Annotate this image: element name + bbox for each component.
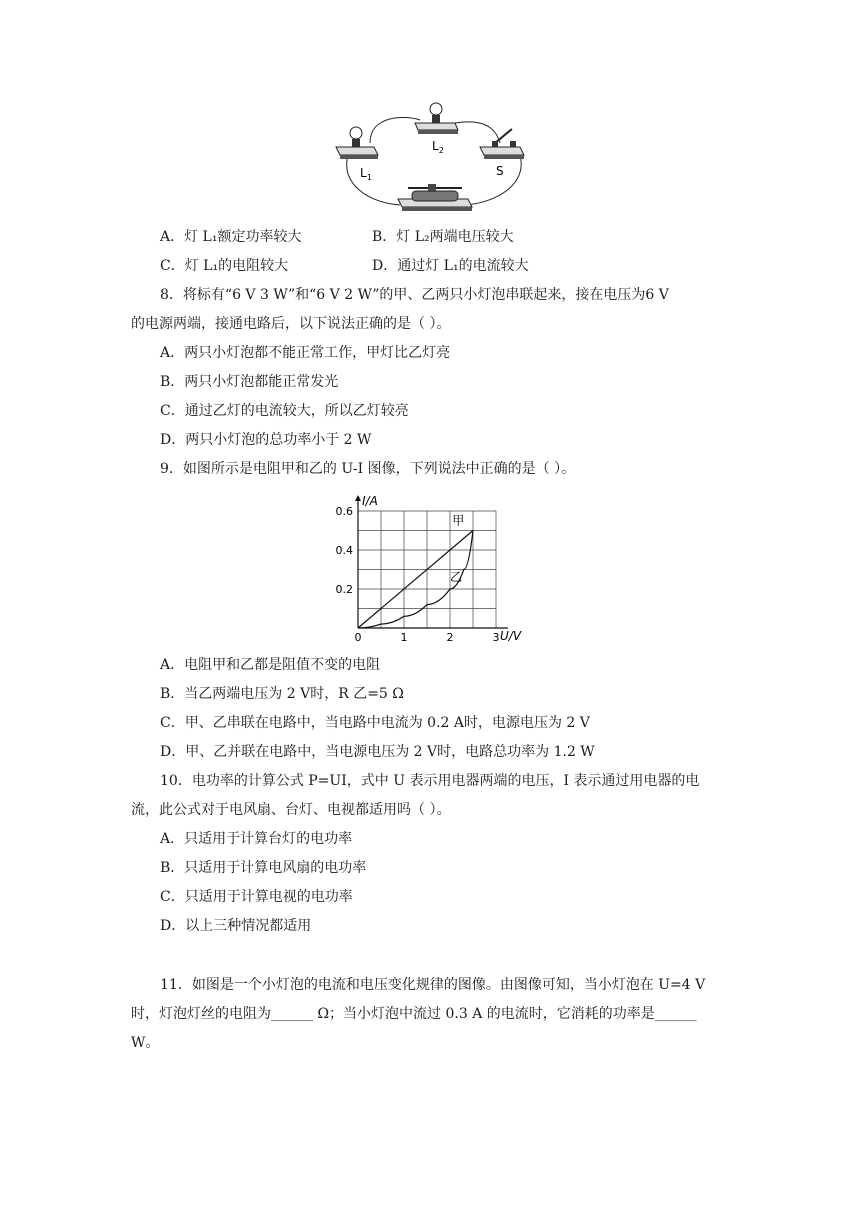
q8-stem-line2: 的电源两端，接通电路后，以下说法正确的是（ ）。 [131,316,451,332]
label-l1: $L_1$ [360,166,372,182]
y-tick-label: 0.6 [335,505,353,518]
q8-stem-line1: 8．将标有“6 V 3 W”和“6 V 2 W”的甲、乙两只小灯泡串联起来，接在电压为6 V [160,287,669,303]
q7-option-c: C．灯 L₁的电阻较大 [160,258,289,274]
wire-top-right [455,122,500,143]
q8-option-c: C．通过乙灯的电流较大，所以乙灯较亮 [160,403,409,419]
label-s: S [496,164,504,178]
q7-option-d: D．通过灯 L₁的电流较大 [372,258,529,274]
q9-option-d: D．甲、乙并联在电路中，当电源电压为 2 V时，电路总功率为 1.2 W [160,744,595,760]
chart-ticks [336,505,500,644]
y-tick-label: 0.2 [335,583,353,596]
x-tick-label: 0 [354,631,362,644]
wire-bottom-right [465,155,521,205]
q10-stem-line2: 流，此公式对于电风扇、台灯、电视都适用吗（ ）。 [131,802,451,818]
x-tick-label: 3 [492,631,500,644]
y-axis-label: I/A [362,494,378,508]
series-label-jia: 甲 [452,513,465,528]
label-l2: $L_2$ [432,139,444,155]
q10-option-d: D．以上三种情况都适用 [160,918,312,934]
ui-graph [318,488,522,644]
y-tick-label: 0.4 [335,544,353,557]
q8-option-d: D．两只小灯泡的总功率小于 2 W [160,432,372,448]
q11-line1: 11．如图是一个小灯泡的电流和电压变化规律的图像。由图像可知，当小灯泡在 U=4 V [160,977,706,993]
q9-option-a: A．电阻甲和乙都是阻值不变的电阻 [160,657,381,673]
chart-axes [355,495,508,628]
q10-stem-line1: 10．电功率的计算公式 P=UI，式中 U 表示用电器两端的电压，I 表示通过用电器的电 [160,773,700,789]
y-axis-arrow [355,495,361,501]
q9-option-b: B．当乙两端电压为 2 V时，R 乙=5 Ω [160,686,404,702]
lamp-l2 [415,103,458,134]
q11-line3: W。 [131,1035,160,1051]
wire-top-left [370,117,420,143]
q11-line2: 时，灯泡灯丝的电阻为______ Ω；当小灯泡中流过 0.3 A 的电流时，它消耗的功率是______ [131,1006,697,1022]
lamp-l1 [336,127,378,159]
q9-option-c: C．甲、乙串联在电路中，当电路中电流为 0.2 A时，电源电压为 2 V [160,715,590,731]
q9-stem: 9．如图所示是电阻甲和乙的 U-I 图像，下列说法中正确的是（ ）。 [160,461,576,477]
switch-s [480,129,524,159]
circuit-diagram [330,95,530,220]
q10-option-a: A．只适用于计算台灯的电功率 [160,831,353,847]
x-tick-label: 1 [400,631,408,644]
x-tick-label: 2 [446,631,454,644]
q7-option-b: B．灯 L₂两端电压较大 [372,229,514,245]
q10-option-c: C．只适用于计算电视的电功率 [160,889,353,905]
wire-bottom-left [347,155,400,205]
q7-option-a: A．灯 L₁额定功率较大 [160,229,302,245]
series-label-yi: 乙 [450,570,463,585]
rheostat [398,184,472,211]
q8-option-b: B．两只小灯泡都能正常发光 [160,374,339,390]
q8-option-a: A．两只小灯泡都不能正常工作，甲灯比乙灯亮 [160,345,451,361]
q10-option-b: B．只适用于计算电风扇的电功率 [160,860,367,876]
x-axis-label: U/V [500,629,522,643]
